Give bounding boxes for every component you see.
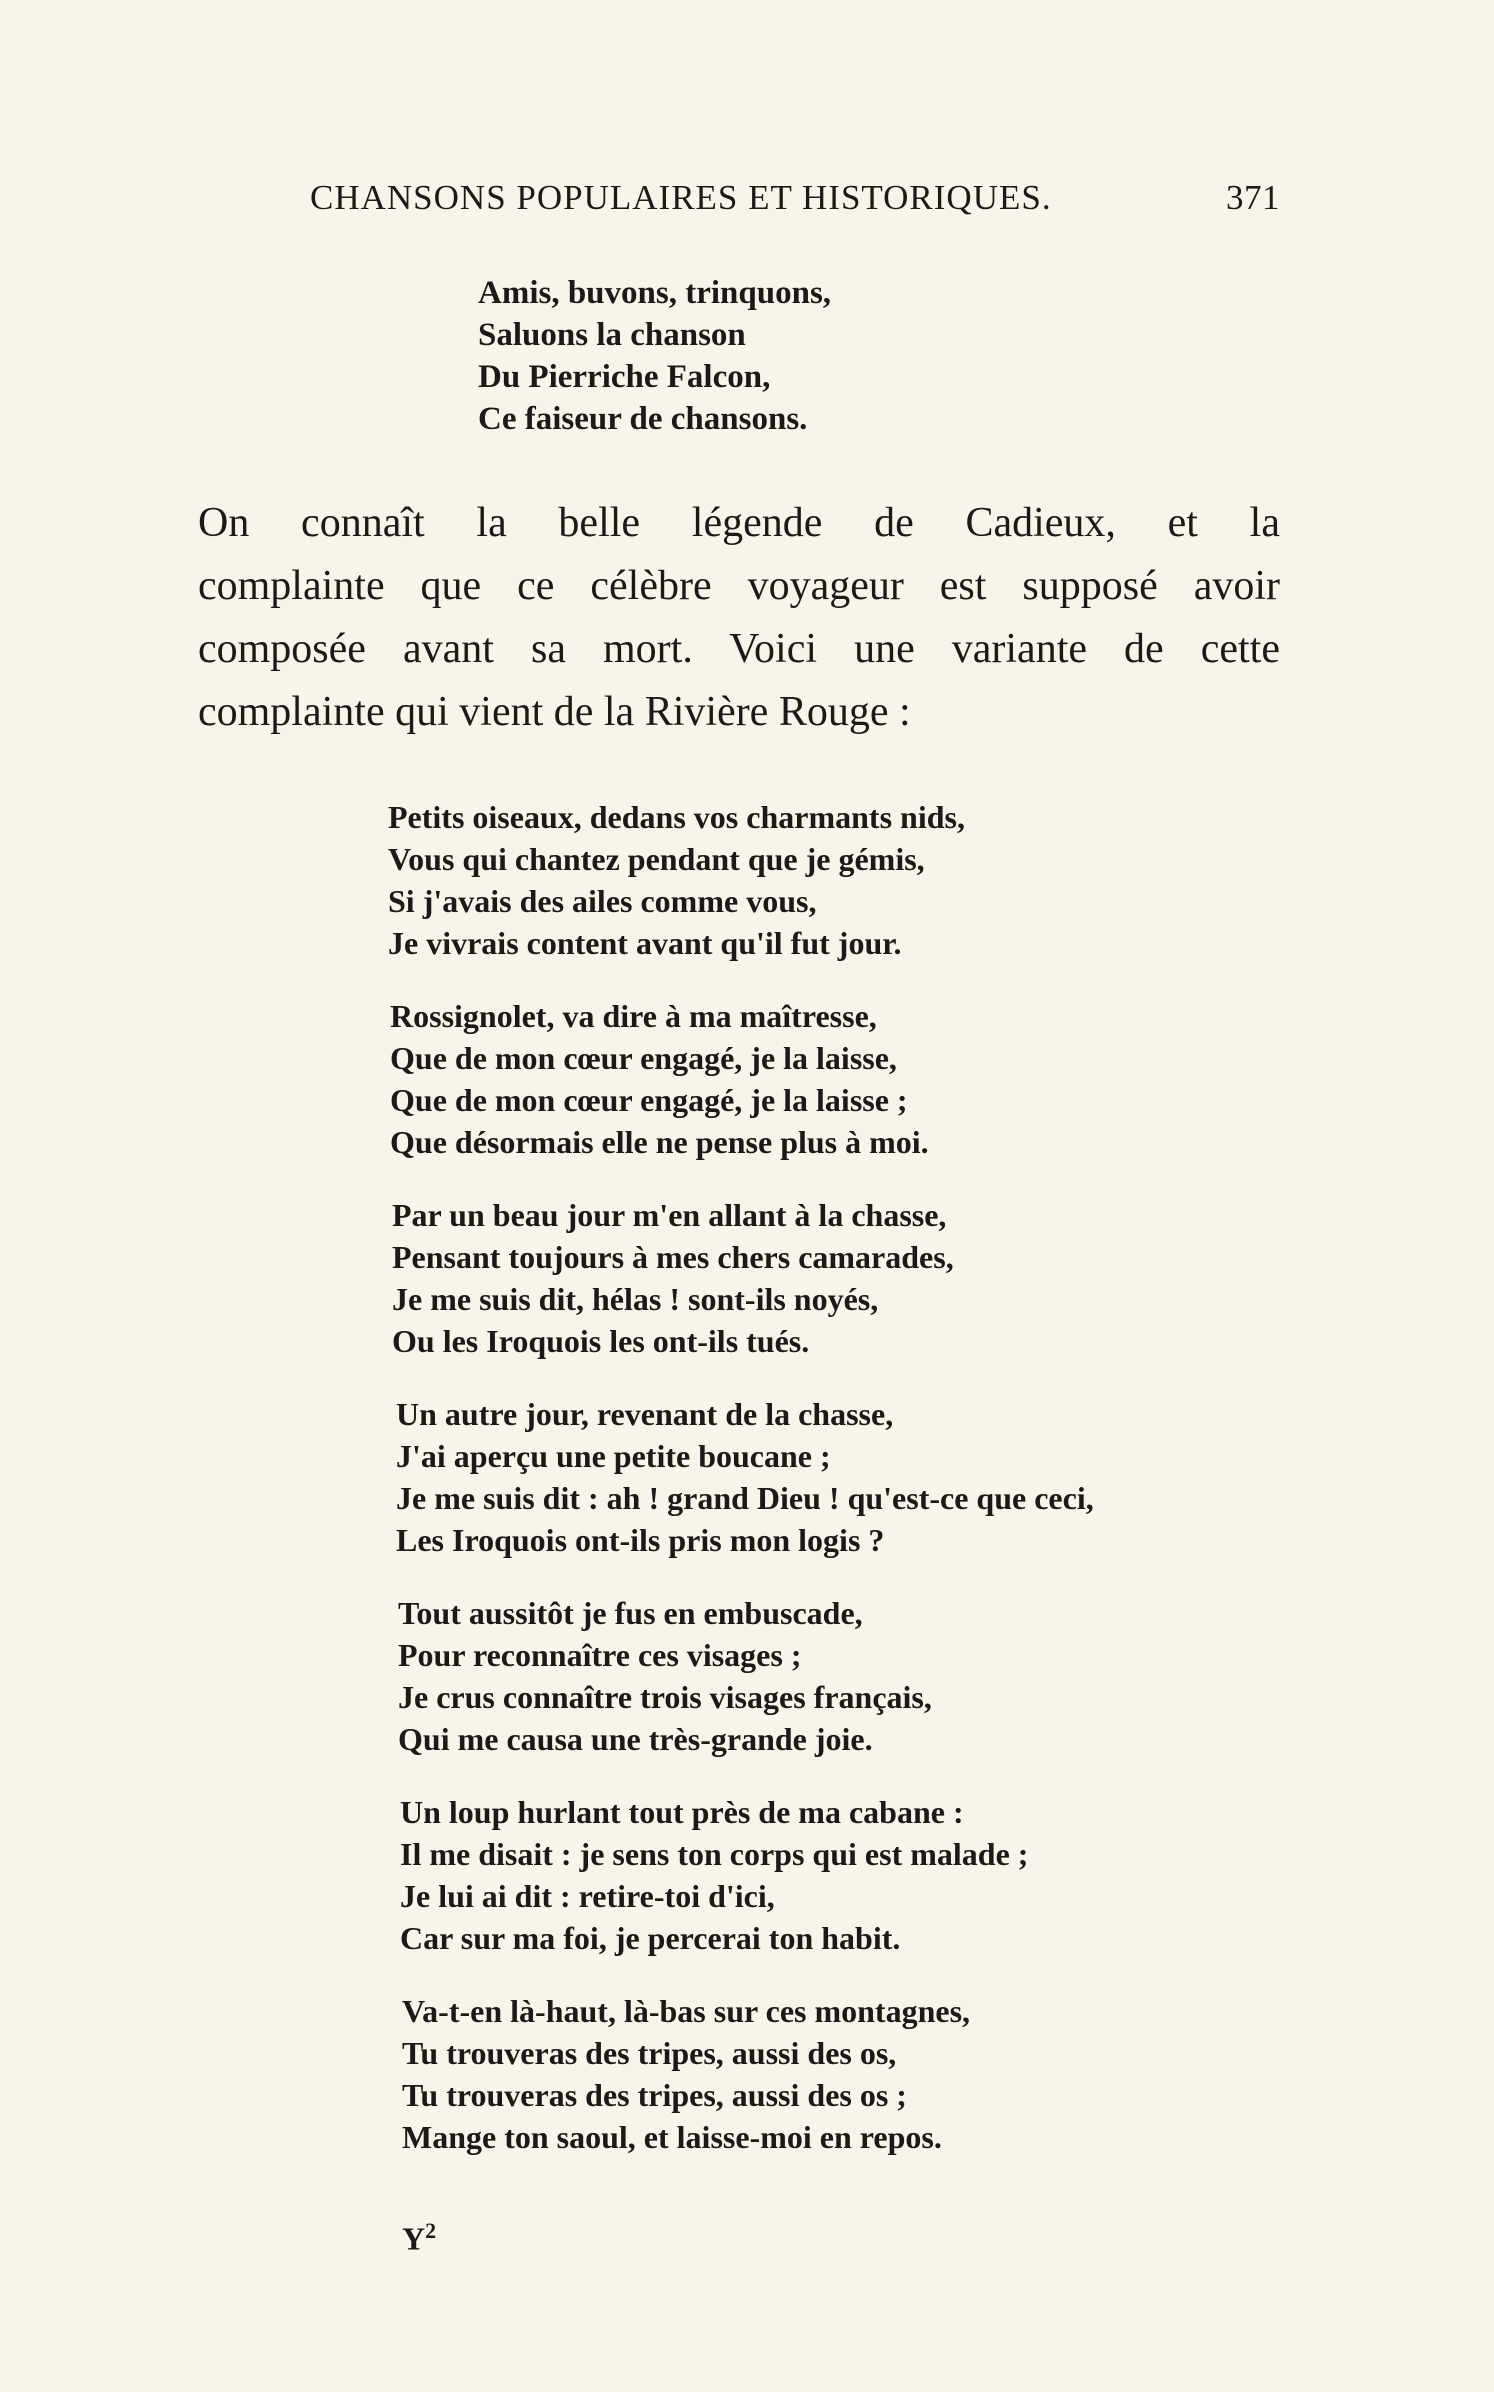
verse-line: Tu trouveras des tripes, aussi des os ; [402,2077,907,2113]
verse-line: Amis, buvons, trinquons, [478,275,832,311]
verse-line: Car sur ma foi, je percerai ton habit. [400,1920,901,1956]
verse-line: Je me suis dit : ah ! grand Dieu ! qu'est-ce que ceci, [396,1480,1094,1516]
poem-stanza [388,796,965,964]
verse-line: J'ai aperçu une petite boucane ; [396,1438,831,1474]
verse-line: Que de mon cœur engagé, je la laisse, [390,1040,897,1076]
verse-line: Il me disait : je sens ton corps qui est malade ; [400,1836,1029,1872]
verse-line: Que désormais elle ne pense plus à moi. [390,1124,929,1160]
verse-line: Qui me causa une très-grande joie. [398,1721,873,1757]
prose-line: complainte qui vient de la Rivière Rouge : [198,689,911,735]
verse-line: Rossignolet, va dire à ma maîtresse, [390,998,877,1034]
verse-line: Va-t-en là-haut, là-bas sur ces montagnes, [402,1993,971,2029]
signature-number: 2 [425,2218,437,2243]
verse-line: Je lui ai dit : retire-toi d'ici, [400,1878,775,1914]
verse-line: Je vivrais content avant qu'il fut jour. [388,925,902,961]
verse-line: Je me suis dit, hélas ! sont-ils noyés, [392,1281,879,1317]
prose-line: complainte que ce célèbre voyageur est supposé avoir [198,563,1280,609]
prose-paragraph [198,492,1280,744]
verse-line: Du Pierriche Falcon, [478,359,771,395]
poem-stanza [402,1990,970,2158]
verse-line: Petits oiseaux, dedans vos charmants nids, [388,799,965,835]
signature-letter: Y [402,2220,426,2257]
verse-line: Si j'avais des ailes comme vous, [388,883,817,919]
verse-line: Pour reconnaître ces visages ; [398,1637,802,1673]
verse-line: Tu trouveras des tripes, aussi des os, [402,2035,897,2071]
page-number: 371 [1226,178,1280,217]
verse-line: Ou les Iroquois les ont-ils tués. [392,1323,810,1359]
verse-line: Saluons la chanson [478,317,746,353]
verse-line: Un loup hurlant tout près de ma cabane : [400,1794,964,1830]
verse-line: Les Iroquois ont-ils pris mon logis ? [396,1522,885,1558]
prose-line: On connaît la belle légende de Cadieux, et la [198,500,1280,546]
verse-line: Tout aussitôt je fus en embuscade, [398,1595,863,1631]
prose-line: composée avant sa mort. Voici une variante de cette [198,626,1280,672]
verse-line: Pensant toujours à mes chers camarades, [392,1239,954,1275]
poem-stanza [390,995,929,1163]
verse-line: Par un beau jour m'en allant à la chasse, [392,1197,947,1233]
verse-line: Ce faiseur de chansons. [478,401,808,437]
poem-stanza [400,1791,1028,1959]
poem-stanza [392,1194,954,1362]
running-head [310,178,1280,218]
verse-line: Un autre jour, revenant de la chasse, [396,1396,894,1432]
poem-stanza [398,1592,932,1760]
signature-mark [402,2218,436,2258]
verse-line: Mange ton saoul, et laisse-moi en repos. [402,2119,942,2155]
poem-stanza [396,1393,1094,1561]
verse-line: Que de mon cœur engagé, je la laisse ; [390,1082,908,1118]
verse-line: Je crus connaître trois visages français, [398,1679,932,1715]
epigraph-stanza [478,272,831,440]
running-title: CHANSONS POPULAIRES ET HISTORIQUES. [310,178,1052,217]
verse-line: Vous qui chantez pendant que je gémis, [388,841,925,877]
